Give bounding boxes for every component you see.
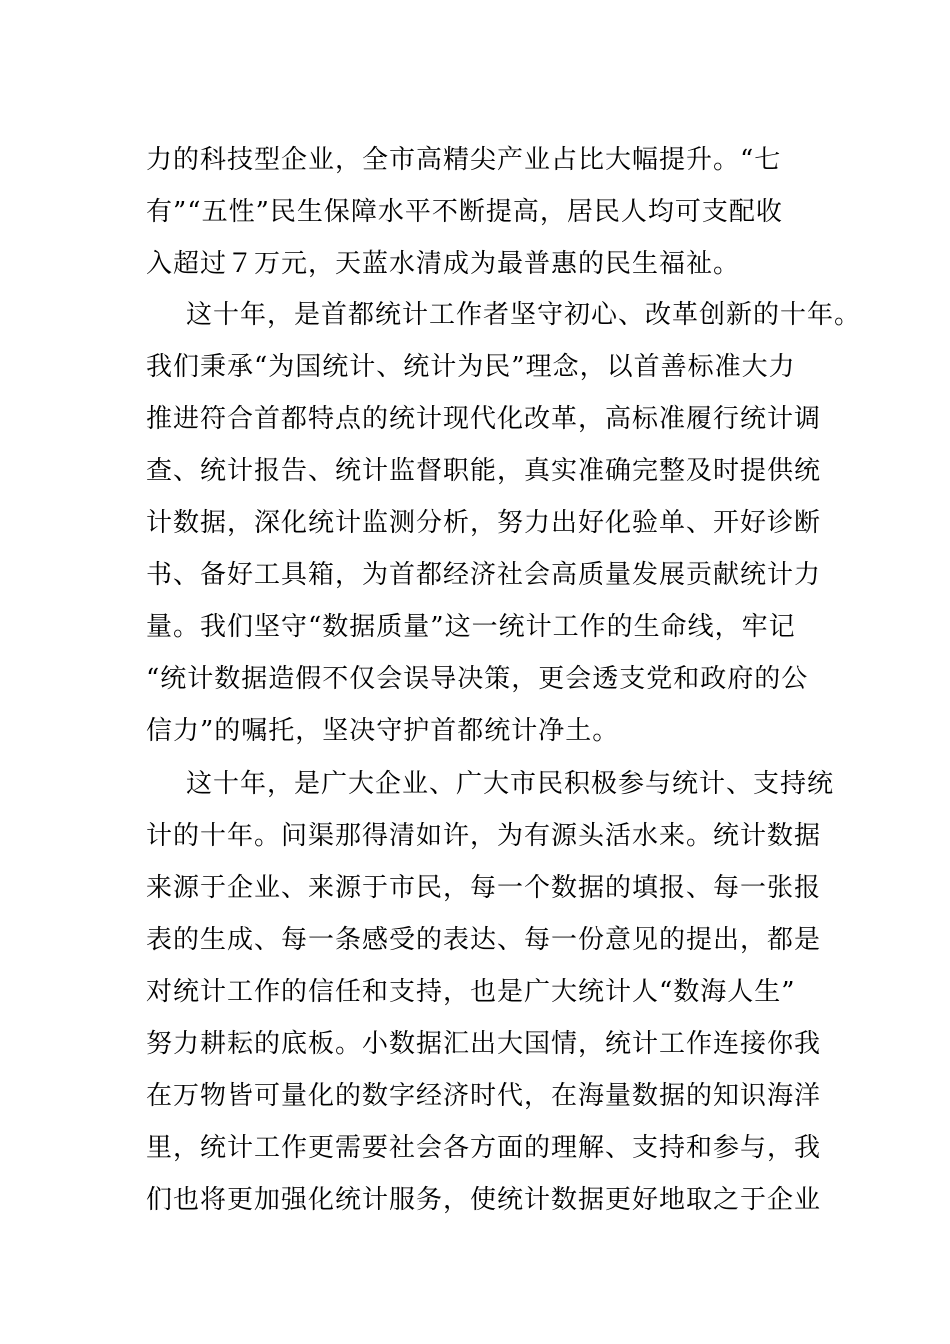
text-line: 努力耕耘的底板。小数据汇出大国情，统计工作连接你我 [146,1029,822,1059]
text-line: 我们秉承“为国统计、统计为民”理念，以首善标准大力 [146,352,796,382]
text-line: 对统计工作的信任和支持，也是广大统计人“数海人生” [146,977,796,1007]
paragraph-2 [146,289,862,757]
text-line: 计的十年。问渠那得清如许，为有源头活水来。统计数据 [146,821,822,851]
text-line: 推进符合首都特点的统计现代化改革，高标准履行统计调 [146,404,822,434]
text-line: 书、备好工具箱，为首都经济社会高质量发展贡献统计力 [146,560,822,590]
text-line: 力的科技型企业，全市高精尖产业占比大幅提升。“七 [146,145,782,175]
text-line: “统计数据造假不仅会误导决策，更会透支党和政府的公 [146,664,809,694]
text-line: 有”“五性”民生保障水平不断提高，居民人均可支配收 [146,197,783,227]
paragraph-1 [146,134,810,290]
text-line: 在万物皆可量化的数字经济时代，在海量数据的知识海洋 [146,1081,822,1111]
paragraph-3 [146,758,835,1226]
text-line: 来源于企业、来源于市民，每一个数据的填报、每一张报 [146,873,822,903]
text-line: 入超过７万元，天蓝水清成为最普惠的民生福祉。 [146,249,741,279]
text-line: 量。我们坚守“数据质量”这一统计工作的生命线，牢记 [146,612,796,642]
text-line: 这十年，是首都统计工作者坚守初心、改革创新的十年。 [186,300,862,330]
text-line: 这十年，是广大企业、广大市民积极参与统计、支持统 [186,769,835,799]
text-line: 查、统计报告、统计监督职能，真实准确完整及时提供统 [146,456,822,486]
text-line: 们也将更加强化统计服务，使统计数据更好地取之于企业 [146,1185,822,1215]
text-line: 表的生成、每一条感受的表达、每一份意见的提出，都是 [146,925,822,955]
text-line: 信力”的嘱托，坚决守护首都统计净土。 [146,716,620,746]
text-line: 里，统计工作更需要社会各方面的理解、支持和参与，我 [146,1133,822,1163]
text-line: 计数据，深化统计监测分析，努力出好化验单、开好诊断 [146,508,822,538]
